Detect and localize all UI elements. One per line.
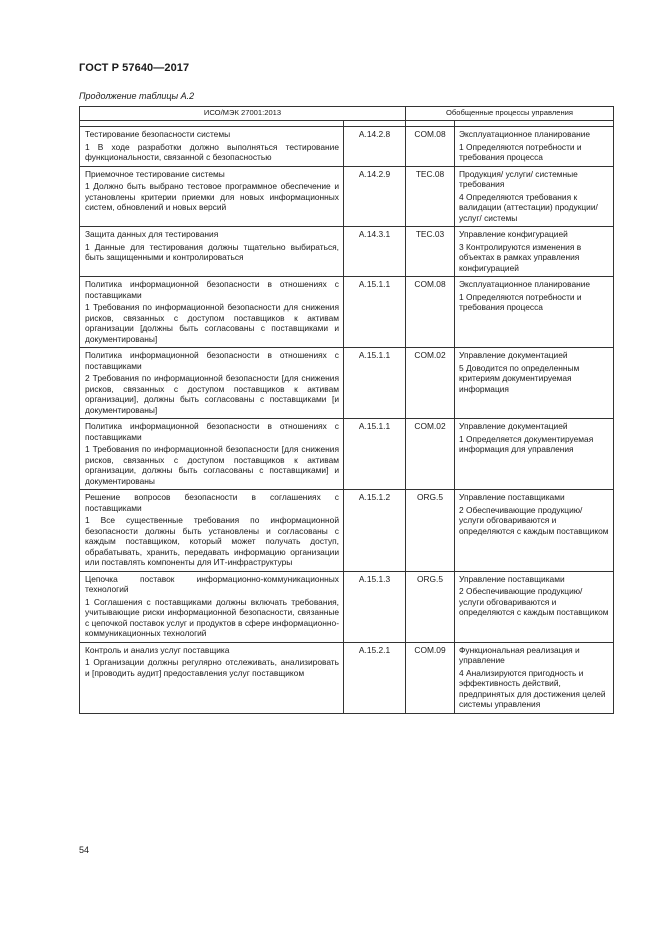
process-title: Эксплуатационное планирование: [459, 279, 591, 289]
header-iso-iec: ИСО/МЭК 27001:2013: [80, 107, 406, 121]
clause-code: A.15.2.1: [344, 642, 406, 713]
process-cell: [455, 277, 614, 348]
process-code: COM.02: [406, 419, 455, 490]
clause-code: A.14.2.8: [344, 127, 406, 167]
requirement-title: Политика информационной безопасности в отношениях с поставщиками: [85, 350, 339, 371]
requirement-cell: [80, 166, 344, 227]
process-title: Продукция/ услуги/ системные требования: [459, 168, 578, 189]
clause-code: A.14.2.9: [344, 166, 406, 227]
requirement-cell: [80, 490, 344, 572]
process-code: TEC.08: [406, 166, 455, 227]
table-row: [80, 490, 614, 572]
process-text: 2 Обеспечивающие продукцию/ услуги обговариваются и определяются с каждым поставщиком: [459, 586, 609, 617]
clause-code: A.15.1.1: [344, 348, 406, 419]
requirement-title: Контроль и анализ услуг поставщика: [85, 644, 230, 655]
process-code: COM.08: [406, 277, 455, 348]
process-title: Управление конфигурацией: [459, 229, 568, 239]
requirement-title: Цепочка поставок информационно-коммуникационных технологий: [85, 573, 339, 594]
table-row: [80, 419, 614, 490]
process-code: COM.08: [406, 127, 455, 167]
page-number: 54: [79, 845, 90, 855]
table-row: [80, 127, 614, 167]
process-text: 1 Определяются потребности и требования процесса: [459, 141, 582, 162]
table-continuation-caption: Продолжение таблицы А.2: [79, 91, 195, 101]
requirement-title: Политика информационной безопасности в отношениях с поставщиками: [85, 421, 339, 442]
table-row: [80, 166, 614, 227]
requirement-cell: [80, 419, 344, 490]
process-cell: [455, 642, 614, 713]
requirement-cell: [80, 227, 344, 277]
process-text: 3 Контролируются изменения в объектах в рамках управления конфигурацией: [459, 241, 582, 273]
clause-code: A.15.1.3: [344, 571, 406, 642]
process-text: 1 Определяются потребности и требования процесса: [459, 291, 582, 312]
requirement-text: 1 Данные для тестирования должны тщательно выбираться, быть защищенными и контролироваться: [85, 241, 339, 262]
clause-code: A.15.1.2: [344, 490, 406, 572]
process-title: Управление документацией: [459, 421, 568, 431]
process-text: 5 Доводится по определенным критериям документируемая информация: [459, 362, 580, 394]
process-cell: [455, 127, 614, 167]
process-cell: [455, 227, 614, 277]
process-title: Функциональная реализация и управление: [459, 644, 580, 665]
process-cell: [455, 348, 614, 419]
table-row: [80, 642, 614, 713]
table-body: [80, 127, 614, 714]
process-text: 2 Обеспечивающие продукцию/ услуги обговариваются и определяются с каждым поставщиком: [459, 504, 609, 536]
clause-code: A.15.1.1: [344, 419, 406, 490]
requirement-title: Политика информационной безопасности в отношениях с поставщиками: [85, 279, 339, 300]
requirement-text: 1 Организации должны регулярно отслеживать, анализировать и [проводить аудит] предоставления услуг поставщиком: [85, 657, 339, 678]
process-code: TEC.03: [406, 227, 455, 277]
process-code: COM.09: [406, 642, 455, 713]
clause-code: A.15.1.1: [344, 277, 406, 348]
requirement-text: 1 Должно быть выбрано тестовое программное обеспечение и установлены критерии приемки для новых информационных систем, обновлений и новых версий: [85, 181, 339, 212]
requirement-text: 1 Соглашения с поставщиками должны включать требования, учитывающие риски информационной безопасности, связанные с цепочкой поставок услуг и продуктов в сфере информационно-коммуникационных технологий: [85, 596, 339, 638]
requirement-text: 2 Требования по информационной безопасности [для снижения рисков, связанных с доступом поставщиков к активам организации], должны быть согласованы с поставщиками [и документированы]: [85, 373, 339, 415]
process-title: Управление поставщиками: [459, 492, 565, 502]
process-cell: [455, 419, 614, 490]
requirement-text: 1 В ходе разработки должно выполняться тестирование функциональности, связанной с безопасностью: [85, 141, 339, 162]
process-text: 4 Определяются требования к валидации (аттестации) продукции/ услуг/ системы: [459, 191, 598, 223]
process-code: ORG.5: [406, 490, 455, 572]
requirement-title: Защита данных для тестирования: [85, 229, 219, 239]
requirement-title: Решение вопросов безопасности в соглашениях с поставщиками: [85, 492, 339, 513]
document-title: ГОСТ Р 57640—2017: [79, 62, 190, 74]
requirement-title: Приемочное тестирование системы: [85, 168, 225, 179]
clause-code: A.14.3.1: [344, 227, 406, 277]
requirement-text: 1 Требования по информационной безопасности [для снижения рисков, связанных с доступом поставщиков к активам организации, должны быть согласованы с поставщиками] и документированы: [85, 444, 339, 486]
table-row: [80, 571, 614, 642]
table-row: [80, 227, 614, 277]
requirement-text: 1 Требования по информационной безопасности для снижения рисков, связанных с доступом поставщиков к активам организации [должны быть согласованы с поставщиками и документированы]: [85, 302, 339, 344]
process-cell: [455, 490, 614, 572]
table-row: [80, 348, 614, 419]
process-title: Управление поставщиками: [459, 573, 565, 584]
table-header-row: [80, 107, 614, 121]
process-cell: [455, 166, 614, 227]
mapping-table: [79, 106, 614, 714]
process-text: 1 Определяется документируемая информация для управления: [459, 433, 594, 454]
process-text: 4 Анализируются пригодность и эффективность действий, предпринятых для достижения целей системы управления: [459, 667, 606, 709]
requirement-cell: [80, 571, 344, 642]
requirement-cell: [80, 642, 344, 713]
requirement-text: 1 Все существенные требования по информационной безопасности должны быть установлены и согласованы с каждым поставщиком, который может получать доступ, обрабатывать, хранить, передавать информацию организации или поставлять компоненты для ИТ-инфраструктуры: [85, 515, 339, 567]
requirement-cell: [80, 348, 344, 419]
requirement-cell: [80, 127, 344, 167]
header-management-processes: Обобщенные процессы управления: [406, 107, 614, 121]
process-code: COM.02: [406, 348, 455, 419]
process-cell: [455, 571, 614, 642]
process-title: Управление документацией: [459, 350, 568, 360]
process-title: Эксплуатационное планирование: [459, 129, 591, 139]
requirement-cell: [80, 277, 344, 348]
process-code: ORG.5: [406, 571, 455, 642]
table-row: [80, 277, 614, 348]
requirement-title: Тестирование безопасности системы: [85, 129, 231, 139]
